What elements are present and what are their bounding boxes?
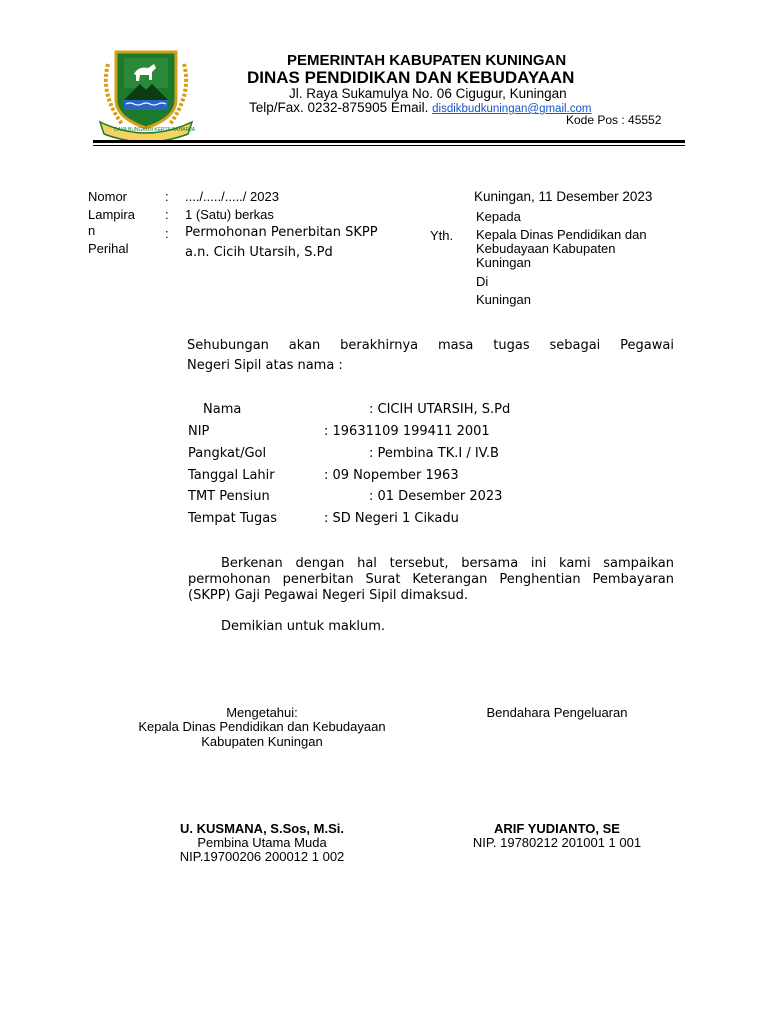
detail-tmt-pensiun-value: : 01 Desember 2023: [369, 489, 503, 504]
letterhead-postal-code: Kode Pos : 45552: [566, 113, 662, 127]
perihal-value-line1: Permohonan Penerbitan SKPP: [185, 225, 378, 240]
sign-left-name: U. KUSMANA, S.Sos, M.Si.: [180, 821, 344, 836]
detail-tempat-tugas-label: Tempat Tugas: [188, 511, 278, 526]
letterhead-agency-name: DINAS PENDIDIKAN DAN KEBUDAYAAN: [247, 68, 575, 87]
perihal-label: Perihal: [88, 241, 129, 256]
sign-right-nip: NIP. 19780212 201001 1 001: [472, 835, 642, 850]
recipient-name-line3: Kuningan: [476, 255, 531, 270]
di-label: Di: [476, 274, 489, 289]
recipient-city: Kuningan: [476, 292, 531, 307]
perihal-value-line2: a.n. Cicih Utarsih, S.Pd: [185, 245, 333, 260]
letterhead-contact: [249, 100, 591, 115]
intro-paragraph-line1: Sehubungan akan berakhirnya masa tugas sebagai Pegawai: [187, 338, 674, 353]
detail-nama-label: Nama: [203, 402, 242, 417]
lampiran-label-part1: Lampira: [88, 207, 135, 222]
recipient-name-line2: Kebudayaan Kabupaten: [476, 241, 616, 256]
nomor-label: Nomor: [88, 189, 128, 204]
closing-sentence: Demikian untuk maklum.: [221, 619, 386, 634]
letterhead-government-name: PEMERINTAH KABUPATEN KUNINGAN: [287, 52, 567, 69]
sign-right-name: ARIF YUDIANTO, SE: [494, 821, 620, 836]
sign-left-position: Kepala Dinas Pendidikan dan Kebudayaan: [138, 719, 386, 734]
letterhead-address: Jl. Raya Sukamulya No. 06 Cigugur, Kuningan: [289, 86, 567, 101]
request-paragraph-line3: (SKPP) Gaji Pegawai Negeri Sipil dimaksud.: [188, 588, 469, 603]
detail-nip-value: : 19631109 199411 2001: [324, 424, 490, 439]
lampiran-label-part2: n: [88, 223, 96, 238]
detail-pangkat-value: : Pembina TK.I / IV.B: [369, 446, 499, 461]
kepada-label: Kepada: [476, 209, 521, 224]
sign-left-nip: NIP.19700206 200012 1 002: [179, 849, 345, 864]
nomor-colon: :: [165, 189, 169, 204]
intro-paragraph-line2: Negeri Sipil atas nama :: [187, 358, 343, 373]
detail-tempat-tugas-value: : SD Negeri 1 Cikadu: [324, 511, 459, 526]
letter-date: Kuningan, 11 Desember 2023: [474, 189, 653, 204]
letterhead-phone-fax: Telp/Fax. 0232-875905 Email.: [249, 100, 429, 115]
sign-left-regency: Kabupaten Kuningan: [201, 734, 323, 749]
recipient-name-line1: Kepala Dinas Pendidikan dan: [476, 227, 647, 242]
detail-tanggal-lahir-label: Tanggal Lahir: [188, 468, 275, 483]
letterhead-email-link[interactable]: disdikbudkuningan@gmail.com: [432, 103, 592, 115]
lampiran-colon: :: [165, 207, 169, 222]
perihal-colon: :: [165, 226, 169, 241]
lampiran-value: 1 (Satu) berkas: [185, 207, 274, 222]
sign-left-rank: Pembina Utama Muda: [197, 835, 327, 850]
detail-nip-label: NIP: [188, 424, 210, 439]
sign-left-mengetahui: Mengetahui:: [226, 705, 298, 720]
sign-right-title: Bendahara Pengeluaran: [486, 705, 628, 720]
letterhead-divider-thin: [93, 145, 685, 146]
request-paragraph-line1: Berkenan dengan hal tersebut, bersama ini kami sampaikan: [221, 556, 674, 571]
detail-tmt-pensiun-label: TMT Pensiun: [188, 489, 270, 504]
yth-label: Yth.: [430, 228, 454, 243]
request-paragraph-line2: permohonan penerbitan Surat Keterangan Penghentian Pembayaran: [188, 572, 674, 587]
detail-tanggal-lahir-value: : 09 Nopember 1963: [324, 468, 459, 483]
logo-motto-label: DAYA BUNGKUN KERTA RAHARJA: [114, 127, 196, 133]
detail-pangkat-label: Pangkat/Gol: [188, 446, 267, 461]
nomor-value: ..../...../...../ 2023: [185, 189, 279, 204]
detail-nama-value: : CICIH UTARSIH, S.Pd: [369, 402, 511, 417]
kuningan-regency-logo: [94, 44, 198, 144]
letterhead-divider-thick: [93, 140, 685, 143]
